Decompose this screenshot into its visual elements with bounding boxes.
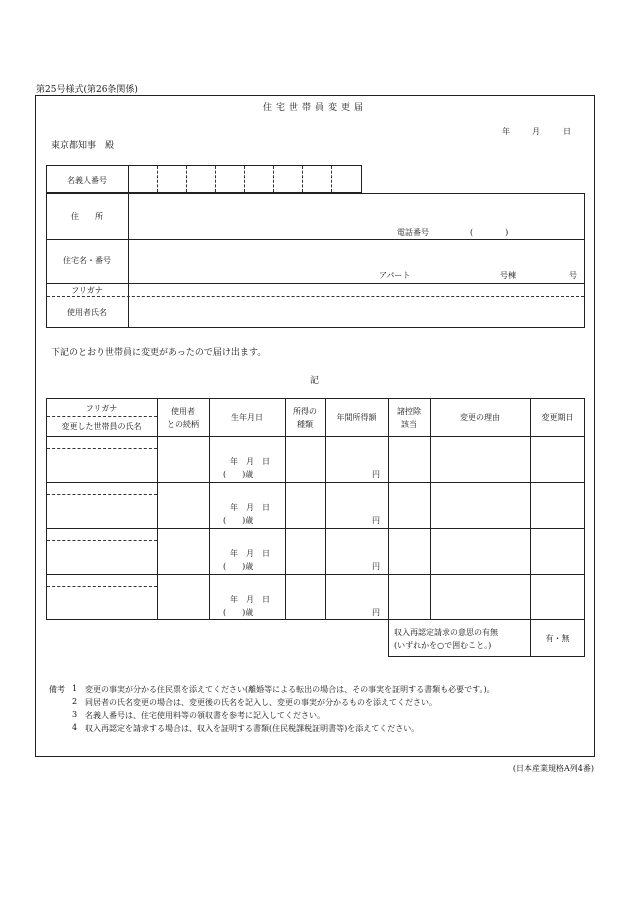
col-annual-income: 年間所得額 — [336, 413, 377, 422]
notes-label: 備考 — [49, 685, 65, 694]
form-number: 第25号様式(第26条関係) — [36, 85, 138, 95]
row-4-birth: 年 月 日 — [230, 595, 270, 604]
note-3-num: 3 — [72, 710, 78, 719]
note-3-text: 名義人番号は、住宅使用料等の領収書を参考に記入してください。 — [85, 711, 325, 720]
building-label: 号棟 — [500, 271, 516, 280]
furigana-field[interactable] — [129, 284, 584, 296]
furigana-label: フリガナ — [71, 286, 103, 295]
row-4-yen: 円 — [372, 608, 380, 617]
note-1-num: 1 — [72, 684, 78, 693]
housing-label: 住宅名・番号 — [63, 256, 111, 265]
note-1-text: 変更の事実が分かる住民票を添えてください(離婚等による転出の場合は、その事実を証明する書類も必要です。)。 — [85, 685, 495, 694]
footer-standard: (日本産業規格A列4番) — [512, 764, 594, 773]
note-4-text: 収入再認定を請求する場合は、収入を証明する書類(住民税課税証明書等)を添えてください。 — [85, 724, 420, 733]
row-3-yen: 円 — [372, 562, 380, 571]
addressee: 東京都知事 殿 — [51, 141, 115, 151]
date-year: 年 — [502, 127, 510, 136]
phone-field[interactable]: ( ) — [470, 228, 509, 237]
col-change-date: 変更期日 — [541, 413, 574, 422]
date-month: 月 — [532, 127, 540, 136]
reapply-line-2: (いずれかを○で囲むこと。) — [394, 641, 492, 650]
col-deduction-1: 諸控除 — [397, 407, 421, 416]
col-income-type-2: 種類 — [297, 420, 313, 429]
col-income-type-1: 所得の — [293, 407, 317, 416]
row-1-birth: 年 月 日 — [230, 457, 270, 466]
nameholder-number-field[interactable] — [129, 166, 361, 192]
row-1-yen: 円 — [372, 470, 380, 479]
user-name-label: 使用者氏名 — [67, 308, 107, 317]
row-2-age: ( )歳 — [223, 516, 254, 525]
col-furigana: フリガナ — [85, 404, 118, 413]
col-birth: 生年月日 — [231, 413, 263, 422]
date-day: 日 — [563, 127, 571, 136]
col-relation-1: 使用者 — [171, 407, 195, 416]
row-3-birth: 年 月 日 — [230, 549, 270, 558]
address-label: 住 所 — [71, 212, 103, 221]
reapply-line-1: 収入再認定請求の意思の有無 — [394, 628, 498, 637]
row-3-age: ( )歳 — [223, 562, 254, 571]
col-member-name: 変更した世帯員の氏名 — [61, 422, 142, 431]
row-2-yen: 円 — [372, 516, 380, 525]
unit-label: 号 — [569, 271, 577, 280]
reapply-choice[interactable]: 有・無 — [545, 634, 570, 643]
phone-label: 電話番号 — [397, 228, 429, 237]
col-reason: 変更の理由 — [460, 413, 500, 422]
col-relation-2: との続柄 — [167, 420, 199, 429]
note-4-num: 4 — [72, 723, 78, 732]
address-field[interactable] — [129, 194, 584, 238]
row-1-age: ( )歳 — [223, 470, 254, 479]
nameholder-number-label: 名義人番号 — [67, 176, 107, 185]
row-4-age: ( )歳 — [223, 608, 254, 617]
col-deduction-2: 該当 — [401, 420, 417, 429]
notice-text: 下記のとおり世帯員に変更があったので届け出ます。 — [51, 348, 267, 358]
apartment-label: アパート — [379, 271, 411, 280]
ki-label: 記 — [310, 376, 320, 386]
note-2-text: 同居者の氏名変更の場合は、変更後の氏名を記入し、変更の事実が分かるものを添えてください。 — [85, 698, 437, 707]
form-title: 住宅世帯員変更届 — [262, 103, 367, 113]
row-2-birth: 年 月 日 — [230, 503, 270, 512]
user-name-field[interactable] — [129, 297, 584, 327]
note-2-num: 2 — [72, 697, 78, 706]
